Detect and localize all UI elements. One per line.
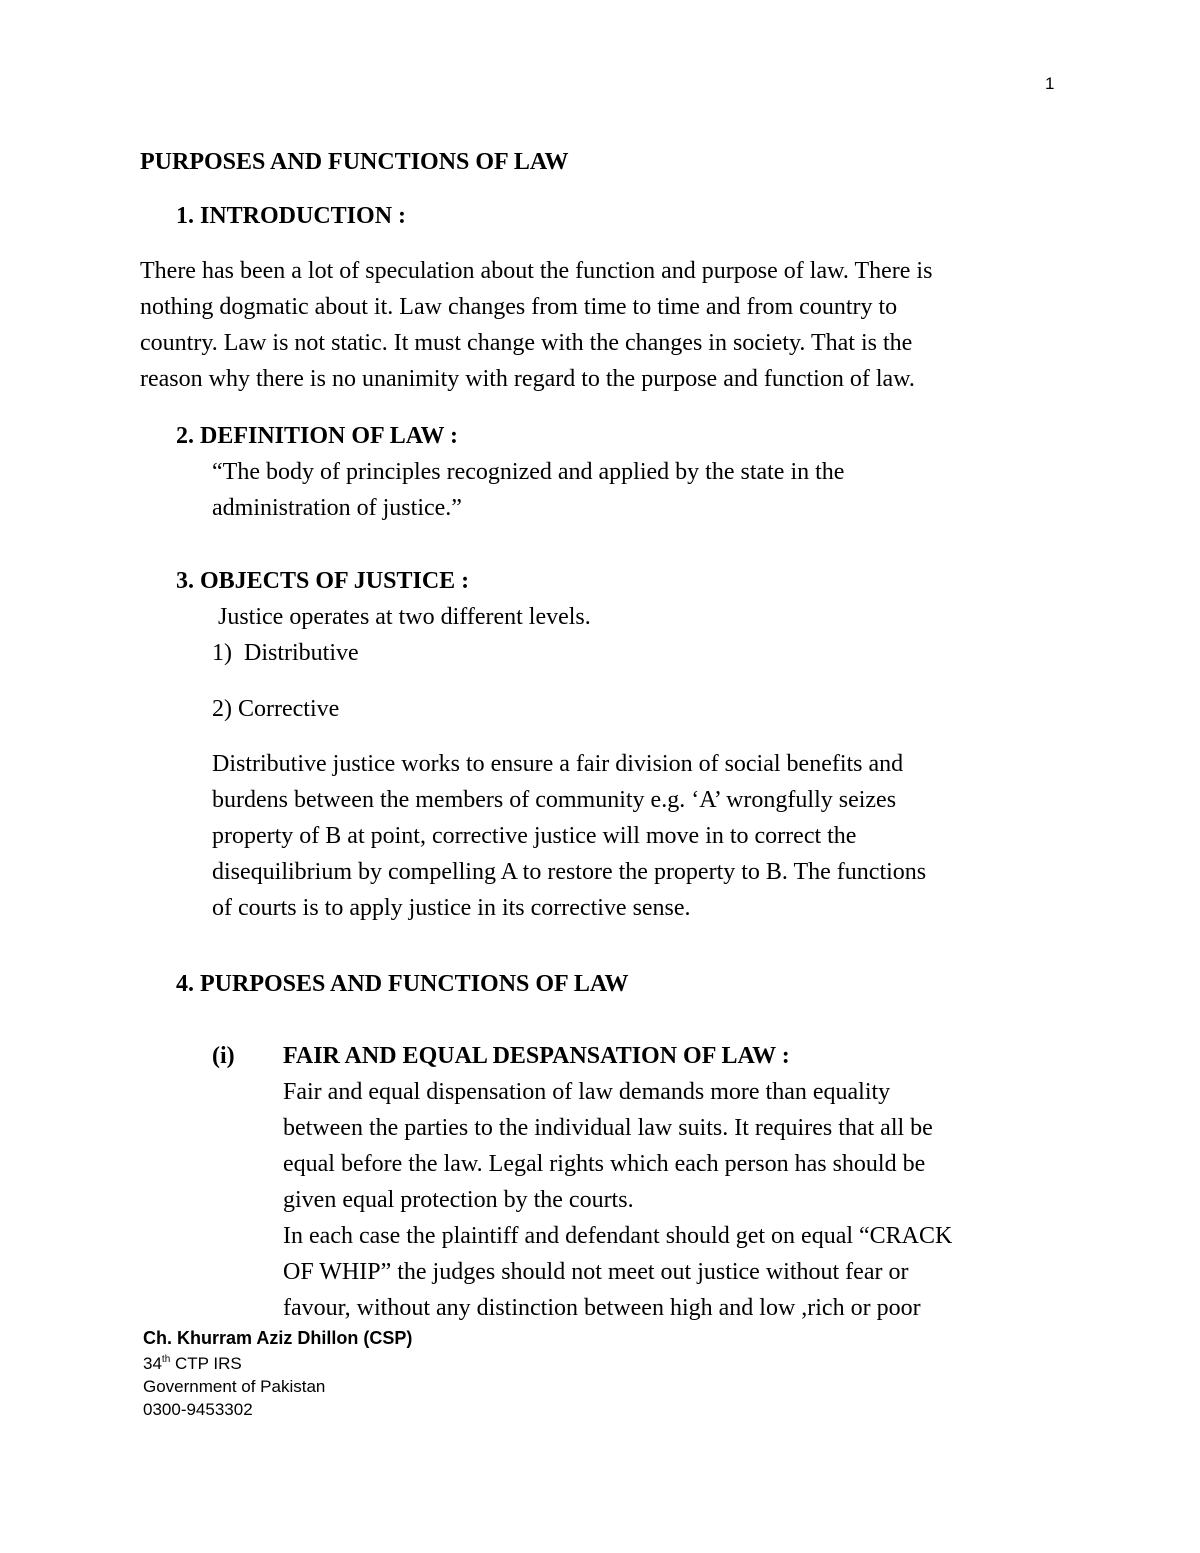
section-4-heading: 4. PURPOSES AND FUNCTIONS OF LAW — [176, 971, 629, 997]
paragraph-line: of courts is to apply justice in its corrective sense. — [212, 895, 691, 921]
batch-number: 34 — [143, 1354, 162, 1373]
list-item-distributive: 1) Distributive — [212, 640, 359, 666]
page-footer — [143, 1327, 412, 1421]
section-2-heading: 2. DEFINITION OF LAW : — [176, 423, 459, 449]
section-2-body — [212, 454, 844, 526]
section-1-heading: 1. INTRODUCTION : — [176, 203, 407, 229]
section-3-intro: Justice operates at two different levels. — [212, 604, 591, 630]
batch-suffix: th — [161, 1354, 171, 1365]
subsection-marker: (i) — [212, 1043, 235, 1069]
author-batch — [143, 1352, 412, 1375]
paragraph-line: nothing dogmatic about it. Law changes from time to time and from country to — [140, 294, 898, 320]
list-item-corrective: 2) Corrective — [212, 696, 340, 722]
author-name: Ch. Khurram Aziz Dhillon (CSP) — [143, 1328, 413, 1348]
paragraph-line: given equal protection by the courts. — [283, 1187, 634, 1213]
paragraph-line: reason why there is no unanimity with regard to the purpose and function of law. — [140, 366, 915, 392]
page-number: 1 — [1045, 74, 1055, 93]
section-3-body — [212, 746, 926, 926]
paragraph-line: disequilibrium by compelling A to restore the property to B. The functions — [212, 859, 927, 885]
section-1-body — [140, 253, 932, 397]
batch-rest: CTP IRS — [170, 1354, 242, 1373]
author-organization: Government of Pakistan — [143, 1377, 326, 1396]
paragraph-line: Fair and equal dispensation of law demands more than equality — [283, 1079, 891, 1105]
paragraph-line: burdens between the members of community e.g. ‘A’ wrongfully seizes — [212, 787, 897, 813]
paragraph-line: OF WHIP” the judges should not meet out justice without fear or — [283, 1259, 909, 1285]
paragraph-line: favour, without any distinction between high and low ,rich or poor — [283, 1295, 921, 1321]
subsection-heading: FAIR AND EQUAL DESPANSATION OF LAW : — [283, 1043, 790, 1069]
paragraph-line: “The body of principles recognized and applied by the state in the — [212, 459, 845, 485]
paragraph-line: Distributive justice works to ensure a fair division of social benefits and — [212, 751, 904, 777]
author-phone: 0300-9453302 — [143, 1400, 253, 1419]
document-title: PURPOSES AND FUNCTIONS OF LAW — [140, 149, 569, 175]
paragraph-line: There has been a lot of speculation about the function and purpose of law. There is — [140, 258, 933, 284]
paragraph-line: administration of justice.” — [212, 495, 462, 521]
paragraph-line: In each case the plaintiff and defendant should get on equal “CRACK — [283, 1223, 953, 1249]
paragraph-line: between the parties to the individual law suits. It requires that all be — [283, 1115, 933, 1141]
section-3-heading: 3. OBJECTS OF JUSTICE : — [176, 568, 470, 594]
subsection-body — [283, 1074, 952, 1326]
paragraph-line: equal before the law. Legal rights which each person has should be — [283, 1151, 926, 1177]
paragraph-line: country. Law is not static. It must change with the changes in society. That is the — [140, 330, 913, 356]
paragraph-line: property of B at point, corrective justice will move in to correct the — [212, 823, 857, 849]
